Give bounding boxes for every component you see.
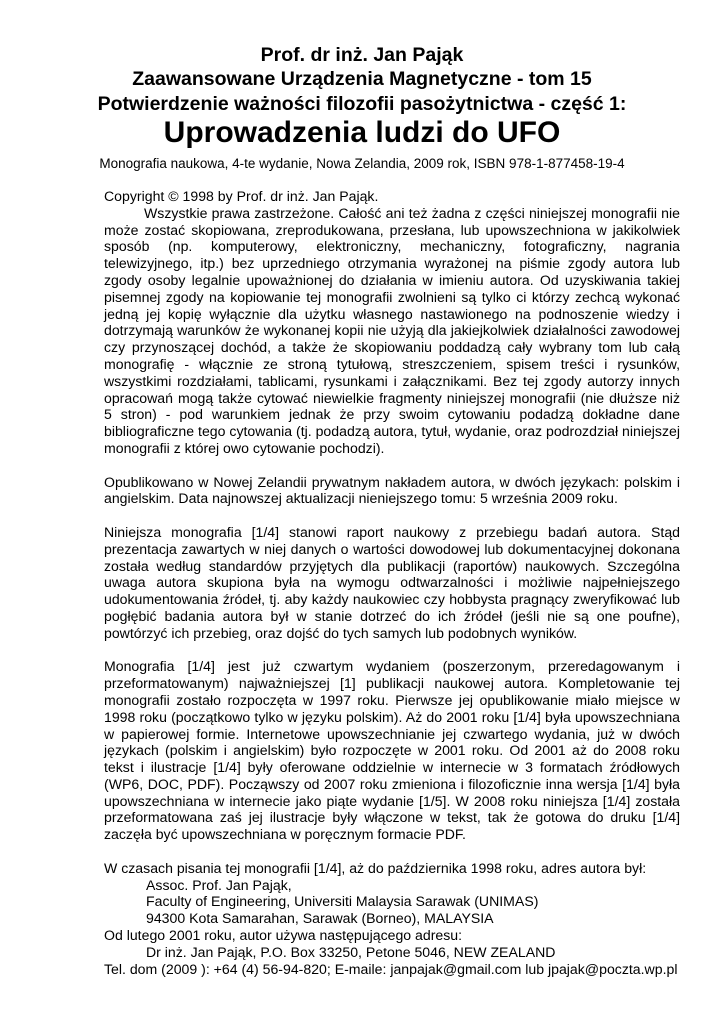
series-heading: Zaawansowane Urządzenia Magnetyczne - tom 15: [132, 68, 592, 90]
address-block: [104, 860, 680, 978]
published-paragraph: Opublikowano w Nowej Zelandii prywatnym nakładem autora, w dwóch językach: polskim i angielskim. Data najnowszej aktualizacji nieniejszego tomu: 5 września 2009 roku.: [104, 473, 680, 507]
page-title: Uprowadzenia ludzi do UFO: [163, 116, 561, 149]
address-line: Dr inż. Jan Pająk, P.O. Box 33250, Petone 5046, NEW ZEALAND: [146, 943, 556, 960]
address-line: Faculty of Engineering, Universiti Malaysia Sarawak (UNIMAS): [146, 893, 539, 910]
author-heading: Prof. dr inż. Jan Pająk: [260, 44, 464, 66]
edition-line: Monografia naukowa, 4-te wydanie, Nowa Zelandia, 2009 rok, ISBN 978-1-877458-19-4: [99, 156, 625, 171]
address-line: Assoc. Prof. Jan Pająk,: [146, 876, 292, 893]
document-body: [104, 188, 680, 977]
report-paragraph: Niniejsza monografia [1/4] stanowi raport naukowy z przebiegu badań autora. Stąd prezentacja zawartych w niej danych o wartości dowodowej lub dokumentacyjnej dokonana została według standardów przyjętych dla publikacji (raportów) naukowych. Szczególna uwaga autora skupiona była na wymogu odtwarzalności i możliwie najpełniejszego udokumentowania źródeł, tj. aby każdy naukowiec czy hobbysta pragnący zweryfikować lub pogłębić badania autora był w stanie dotrzeć do ich źródeł (jeśli nie są one poufne), powtórzyć ich przebieg, oraz dojść do tych samych lub podobnych wyników.: [104, 523, 680, 641]
address-since: Od lutego 2001 roku, autor używa następującego adresu:: [104, 927, 463, 944]
subtitle-heading: Potwierdzenie ważności filozofii pasożytnictwa - część 1:: [97, 93, 627, 115]
address-line: 94300 Kota Samarahan, Sarawak (Borneo), MALAYSIA: [146, 910, 494, 927]
rights-paragraph: Wszystkie prawa zastrzeżone. Całość ani też żadna z części niniejszej monografii nie może zostać skopiowana, zreprodukowana, przesłana, lub upowszechniona w jakikolwiek sposób (np. komputerowy, elektroniczny, mechaniczny, fotograficzny, nagrania telewizyjnego, itp.) bez uprzedniego otrzymania wyrażonej na piśmie zgody autora lub zgody osoby legalnie upoważnionej do działania w imieniu autora. Od uzyskiwania takiej pisemnej zgody na kopiowanie tej monografii zwolnieni są tylko ci którzy zechcą wykonać jedną jej kopię wyłącznie dla użytku własnego nastawionego na podnoszenie wiedzy i dotrzymają warunków że wykonanej kopii nie użyją dla jakiejkolwiek działalności zawodowej czy przynoszącej dochód, a także że skopiowaniu poddadzą cały wybrany tom lub całą monografię - włącznie ze stroną tytułową, streszczeniem, spisem treści i rysunków, wszystkimi rozdziałami, tablicami, rysunkami i załącznikami. Bez tej zgody autorzy innych opracowań mogą także cytować niewielkie fragmenty niniejszej monografii (nie dłuższe niż 5 stron) - pod warunkiem jednak że przy swoim cytowaniu podadzą dokładne dane bibliograficzne tego cytowania (tj. podadzą autora, tytuł, wydanie, oraz podrozdział niniejszej monografii z której owo cytowanie pochodzi).: [104, 204, 680, 456]
copyright-line: Copyright © 1998 by Prof. dr inż. Jan Pająk.: [104, 188, 379, 204]
contact-line: Tel. dom (2009 ): +64 (4) 56-94-820; E-maile: janpajak@gmail.com lub jpajak@poczta.wp.pl: [104, 960, 678, 977]
history-paragraph: Monografia [1/4] jest już czwartym wydaniem (poszerzonym, przeredagowanym i przeformatowanym) najważniejszej [1] publikacji naukowej autora. Kompletowanie tej monografii zostało rozpoczęta w 1997 roku. Pierwsze jej opublikowanie miało miejsce w 1998 roku (początkowo tylko w języku polskim). Aż do 2001 roku [1/4] była upowszechniana w papierowej formie. Internetowe upowszechnianie jej czwartego wydania, już w dwóch językach (polskim i angielskim) było rozpoczęte w 2001 roku. Od 2001 aż do 2008 roku tekst i ilustracje [1/4] były oferowane oddzielnie w internecie w 3 formatach źródłowych (WP6, DOC, PDF). Począwszy od 2007 roku zmieniona i filozoficznie inna wersja [1/4] była upowszechniana w internecie jako piąte wydanie [1/5]. W 2008 roku niniejsza [1/4] została przeformatowana zaś jej ilustracje były włączone w tekst, tak że gotowa do druku [1/4] zaczęła być upowszechniana w poręcznym formacie PDF.: [104, 658, 680, 843]
address-intro: W czasach pisania tej monografii [1/4], aż do października 1998 roku, adres autora był:: [104, 859, 647, 876]
